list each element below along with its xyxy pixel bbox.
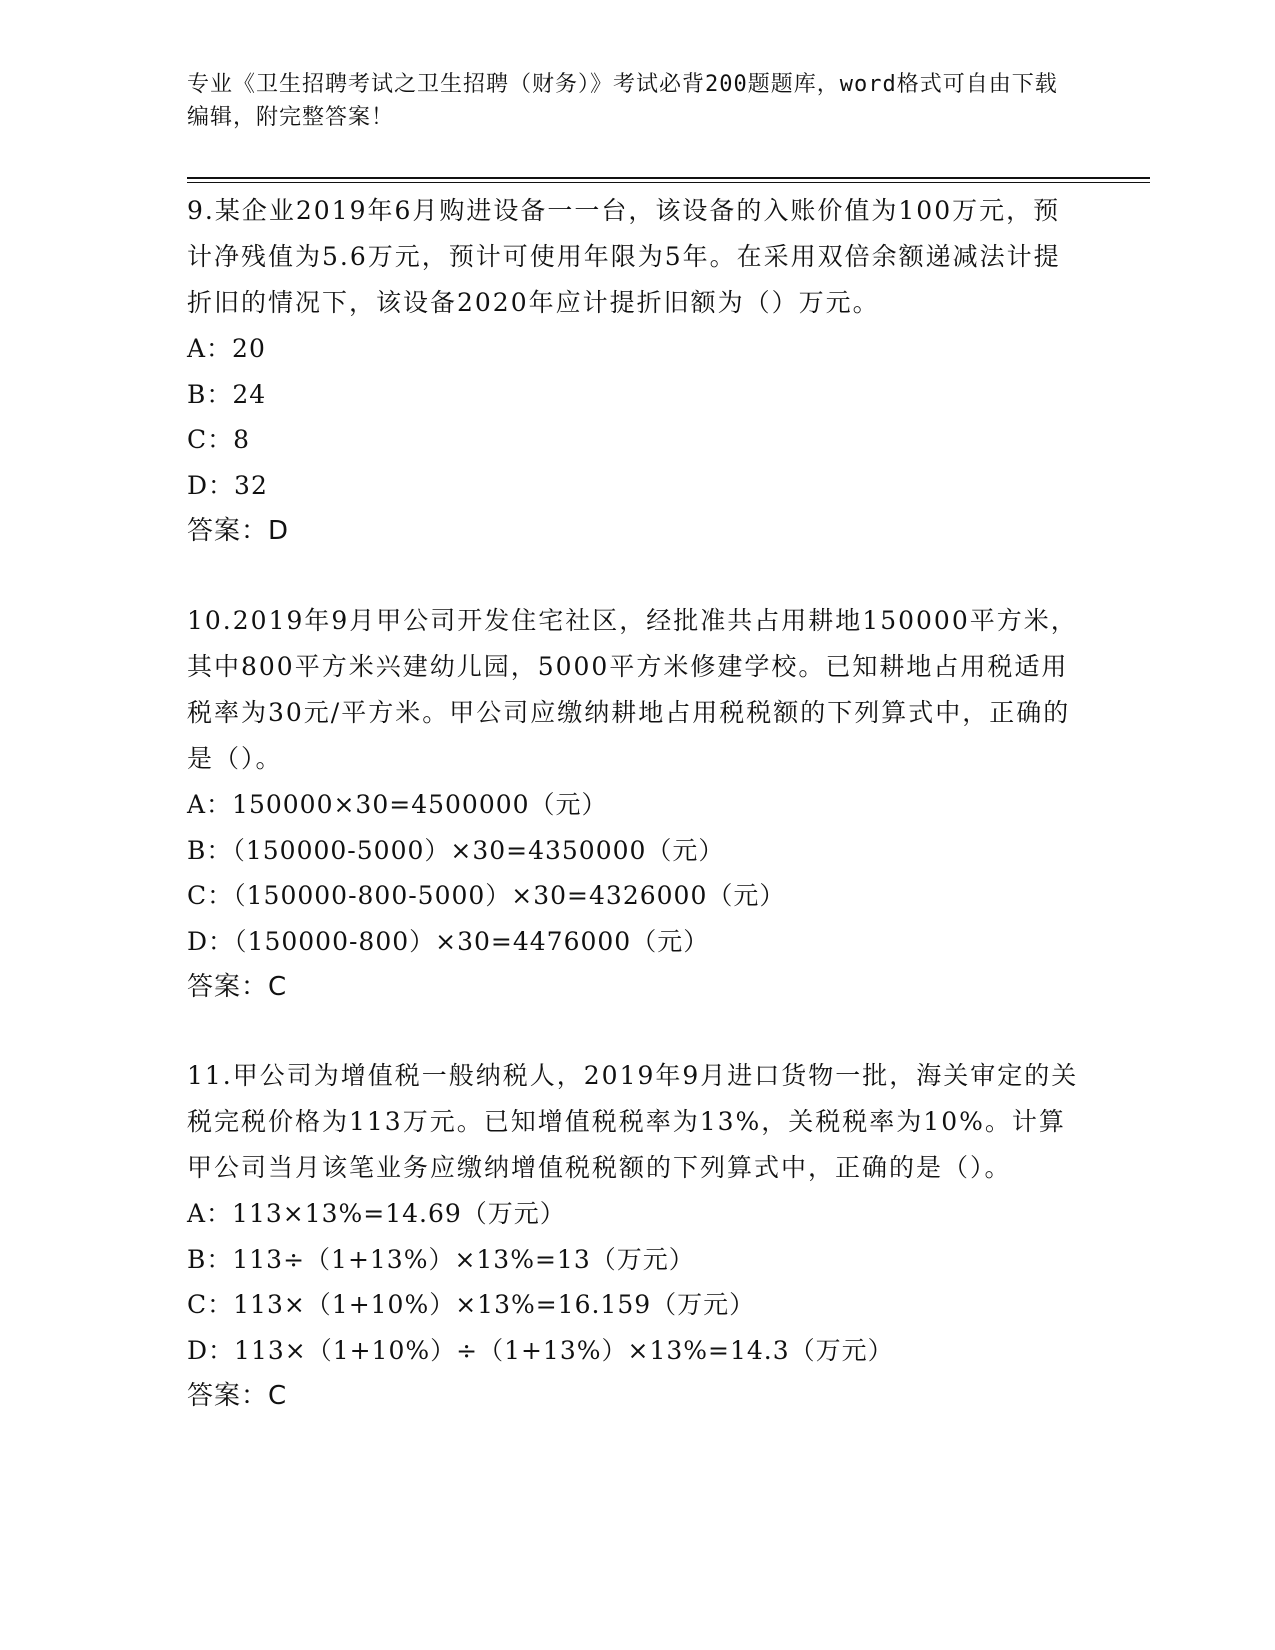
option-a: A：113×13%=14.69（万元） — [187, 1199, 566, 1228]
question-11 — [187, 1053, 1087, 1419]
option-d: D：（150000-800）×30=4476000（元） — [187, 926, 710, 956]
question-10 — [187, 598, 1087, 1010]
option-b: B：（150000-5000）×30=4350000（元） — [187, 835, 725, 865]
header-divider-thick — [187, 177, 1150, 179]
question-stem: 10.2019年9月甲公司开发住宅社区，经批准共占用耕地150000平方米，其中800平方米兴建幼儿园，5000平方米修建学校。已知耕地占用税适用税率为30元/平方米。甲公司应缴纳耕地占用税税额的下列算式中，正确的是（）。 — [187, 606, 1078, 773]
option-a: A：20 — [187, 334, 266, 363]
option-c: C：（150000-800-5000）×30=4326000（元） — [187, 881, 786, 910]
answer-line: 答案：C — [187, 1381, 288, 1411]
option-a: A：150000×30=4500000（元） — [187, 790, 608, 819]
option-b: B：24 — [187, 379, 267, 409]
answer-line: 答案：D — [187, 516, 290, 546]
option-d: D：32 — [187, 470, 268, 500]
option-c: C：113×（1+10%）×13%=16.159（万元） — [187, 1290, 756, 1319]
header-divider-thin — [187, 182, 1150, 183]
option-c: C：8 — [187, 425, 251, 454]
document-header — [187, 68, 1067, 134]
option-d: D：113×（1+10%）÷（1+13%）×13%=14.3（万元） — [187, 1335, 894, 1365]
question-stem: 9.某企业2019年6月购进设备一一台，该设备的入账价值为100万元，预计净残值为5.6万元，预计可使用年限为5年。在采用双倍余额递减法计提折旧的情况下，该设备2020年应计提折旧额为（）万元。 — [187, 196, 1061, 317]
answer-line: 答案：C — [187, 972, 288, 1002]
question-9 — [187, 188, 1087, 554]
header-title: 专业《卫生招聘考试之卫生招聘（财务）》考试必背200题题库，word格式可自由下载编辑，附完整答案！ — [187, 72, 1058, 130]
option-b: B：113÷（1+13%）×13%=13（万元） — [187, 1244, 695, 1274]
question-stem: 11.甲公司为增值税一般纳税人，2019年9月进口货物一批，海关审定的关税完税价格为113万元。已知增值税税率为13%，关税税率为10%。计算甲公司当月该笔业务应缴纳增值税税额的下列算式中，正确的是（）。 — [187, 1061, 1079, 1182]
